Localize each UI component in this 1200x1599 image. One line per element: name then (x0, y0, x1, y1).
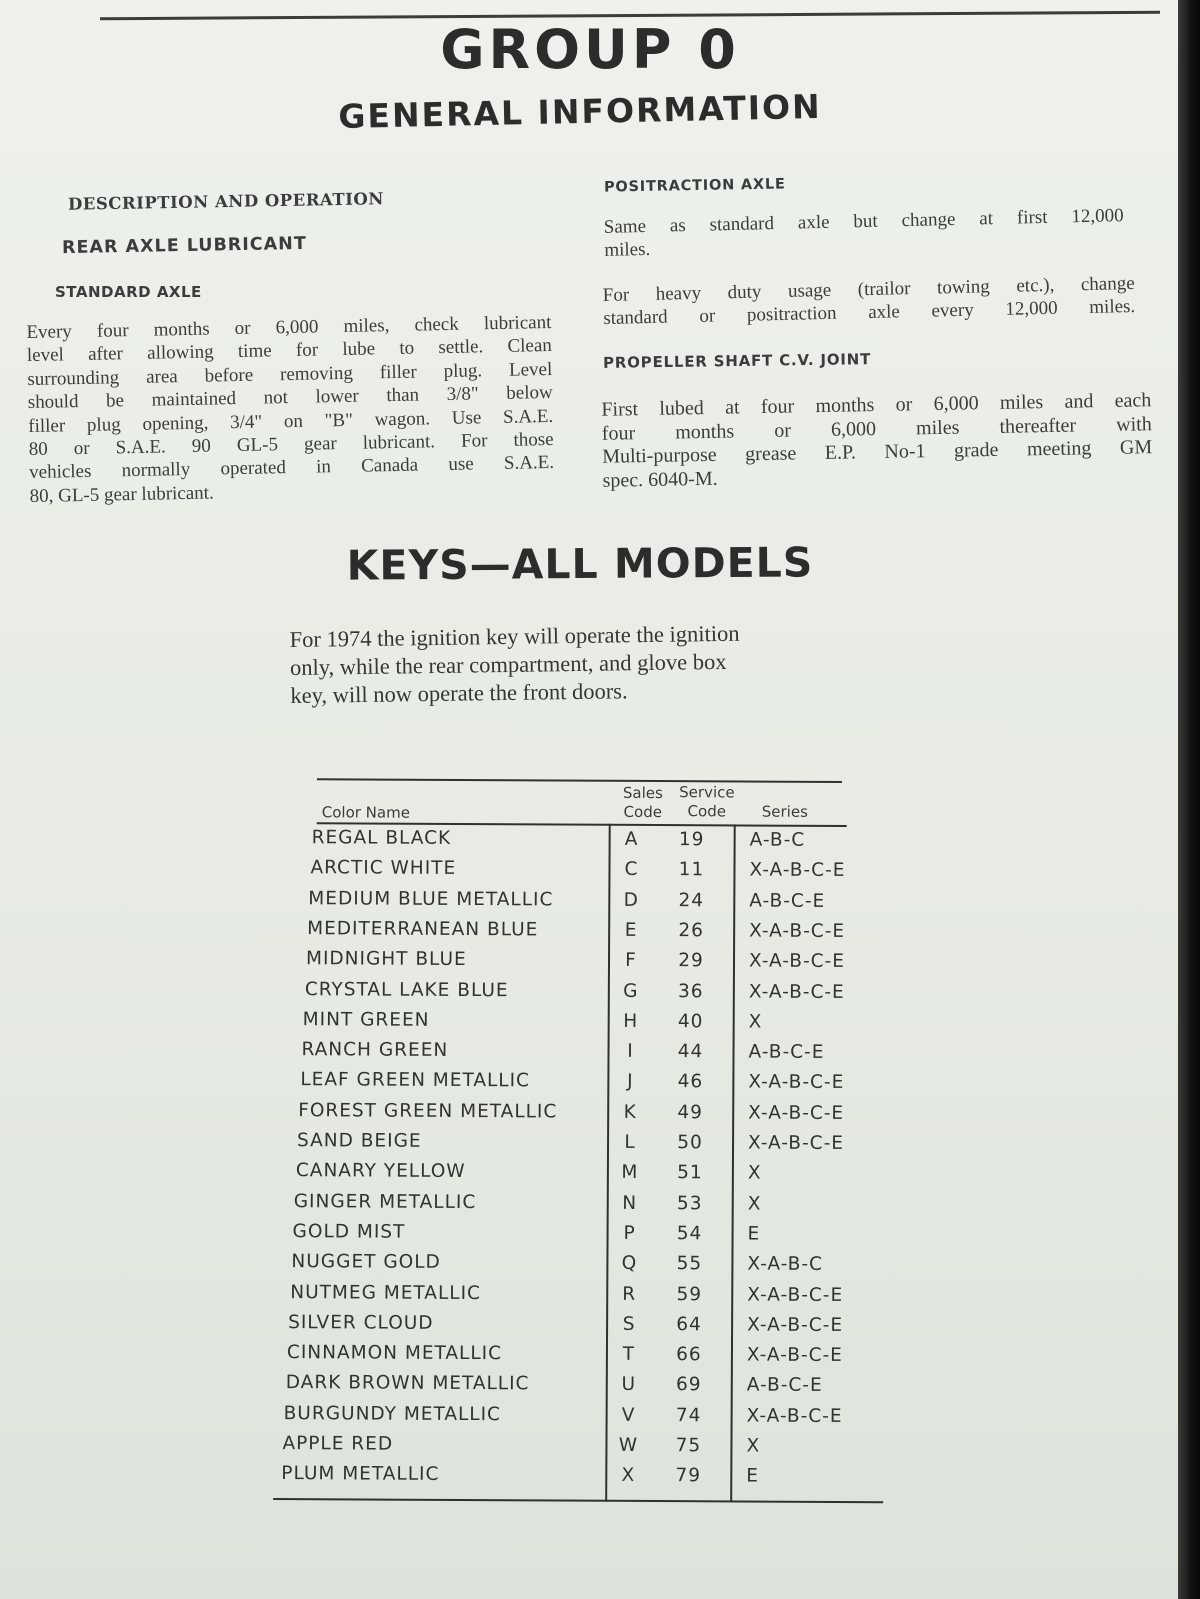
propeller-heading: PROPELLER SHAFT C.V. JOINT (602, 350, 872, 372)
sales-code-cell: X (621, 1465, 636, 1487)
series-cell: X-A-B-C-E (746, 1344, 843, 1367)
text-line: level after allowing time for lube to settle. Clean (26, 335, 553, 367)
service-code-cell: 24 (678, 889, 705, 911)
table-row (260, 1064, 880, 1098)
series-cell: E (746, 1465, 760, 1487)
sales-code-cell: E (624, 919, 638, 941)
color-name-cell: SAND BEIGE (297, 1130, 422, 1152)
table-row (244, 1398, 864, 1432)
color-name-cell: MEDITERRANEAN BLUE (307, 918, 539, 941)
service-code-cell: 11 (678, 859, 705, 881)
sales-code-cell: L (624, 1131, 636, 1153)
service-code-cell: 51 (677, 1162, 703, 1184)
standard-axle-heading: STANDARD AXLE (55, 283, 202, 301)
series-cell: X-A-B-C-E (748, 950, 845, 973)
service-code-cell: 44 (677, 1041, 704, 1063)
table-row (254, 1186, 874, 1220)
table-row (257, 1125, 877, 1159)
color-name-cell: DARK BROWN METALLIC (285, 1372, 530, 1395)
table-row (272, 822, 892, 856)
text-line: filler plug opening, 3/4" on "B" wagon. Use S.A.E. (28, 405, 554, 437)
color-name-cell: BURGUNDY METALLIC (283, 1402, 502, 1425)
table-row (246, 1367, 866, 1401)
text-line: spec. 6040-M. (602, 467, 718, 492)
color-name-cell: GOLD MIST (292, 1221, 406, 1243)
sales-code-cell: P (623, 1222, 636, 1244)
color-name-cell: CANARY YELLOW (295, 1160, 466, 1183)
service-code-cell: 54 (676, 1223, 703, 1245)
positraction-heading: POSITRACTION AXLE (603, 176, 786, 196)
service-code-cell: 19 (678, 829, 705, 851)
color-name-cell: APPLE RED (282, 1433, 394, 1455)
series-cell: X-A-B-C-E (746, 1405, 843, 1427)
service-code-cell: 64 (676, 1313, 702, 1336)
text-line: surrounding area before removing filler plug. Level (27, 358, 553, 390)
table-top-rule (317, 778, 842, 783)
color-name-cell: RANCH GREEN (301, 1039, 449, 1062)
sales-code-cell: R (622, 1283, 637, 1305)
series-cell: X-A-B-C-E (749, 859, 846, 882)
series-cell: X (746, 1435, 761, 1457)
service-code-cell: 55 (676, 1253, 703, 1275)
text-line: should be maintained not lower than 3/8" below (27, 382, 553, 414)
group-title: GROUP 0 (440, 18, 740, 81)
service-code-cell: 79 (675, 1465, 702, 1487)
table-row (267, 913, 887, 947)
table-row (256, 1155, 876, 1189)
text-line: four months or 6,000 miles thereafter with (601, 412, 1152, 445)
table-row (248, 1307, 868, 1341)
series-cell: X-A-B-C-E (747, 1283, 844, 1306)
service-code-cell: 59 (676, 1283, 703, 1305)
sales-code-cell: H (623, 1010, 639, 1032)
color-name-cell: REGAL BLACK (311, 827, 452, 849)
text-line: miles. (604, 239, 651, 262)
sales-code-cell: J (627, 1071, 634, 1093)
service-code-cell: 66 (676, 1344, 702, 1366)
text-line: Same as standard axle but change at first 12,000 (603, 205, 1124, 238)
sales-code-cell: K (623, 1101, 637, 1123)
color-name-cell: SILVER CLOUD (288, 1311, 434, 1334)
service-code-cell: 40 (677, 1010, 704, 1033)
lubricant-heading: REAR AXLE LUBRICANT (61, 233, 307, 259)
table-row (253, 1216, 873, 1250)
color-name-cell: FOREST GREEN METALLIC (298, 1099, 558, 1123)
keys-text (289, 618, 865, 710)
series-cell: A-B-C-E (746, 1374, 823, 1397)
table-row (242, 1428, 862, 1462)
book-binding-edge (1178, 0, 1200, 1599)
sales-code-cell: V (621, 1404, 636, 1426)
text-line: key, will now operate the front doors. (290, 678, 628, 709)
table-row (261, 1034, 881, 1068)
color-name-cell: CINNAMON METALLIC (286, 1342, 503, 1365)
text-line: For 1974 the ignition key will operate the ignition (289, 620, 740, 653)
section-title: GENERAL INFORMATION (337, 86, 823, 137)
header-sales-code: Code (623, 802, 663, 822)
service-code-cell: 46 (677, 1071, 704, 1093)
header-service: Service (679, 783, 735, 802)
series-cell: X-A-B-C-E (748, 1071, 845, 1094)
sales-code-cell: F (625, 950, 637, 972)
series-cell: X-A-B-C (747, 1253, 824, 1276)
propeller-text (601, 389, 1153, 493)
text-line: For heavy duty usage (trailor towing etc.), change (602, 272, 1135, 307)
sales-code-cell: Q (621, 1253, 638, 1275)
header-sales: Sales (622, 783, 663, 803)
series-cell: E (747, 1223, 761, 1245)
text-line: Multi-purpose grease E.P. No-1 grade meeting GM (602, 436, 1153, 468)
table-row (263, 1004, 883, 1038)
table-row (270, 852, 890, 886)
standard-axle-text (26, 311, 554, 508)
series-cell: X-A-B-C-E (749, 920, 846, 942)
paint-color-table (268, 770, 892, 1508)
color-name-cell: ARCTIC WHITE (310, 857, 457, 880)
sales-code-cell: W (618, 1434, 639, 1456)
service-code-cell: 50 (677, 1132, 703, 1154)
color-name-cell: NUTMEG METALLIC (290, 1281, 482, 1304)
service-code-cell: 26 (678, 920, 704, 942)
text-line: vehicles normally operated in Canada use S.A.E. (28, 452, 555, 484)
table-row (247, 1337, 867, 1371)
service-code-cell: 49 (677, 1101, 704, 1123)
series-cell: X-A-B-C-E (747, 1132, 845, 1154)
service-code-cell: 53 (676, 1192, 703, 1214)
table-row (241, 1458, 861, 1492)
table-row (268, 883, 888, 917)
color-name-cell: MINT GREEN (302, 1008, 430, 1031)
sales-code-cell: N (622, 1192, 638, 1214)
series-cell: X-A-B-C-E (748, 980, 845, 1003)
text-line: 80 or S.A.E. 90 GL-5 gear lubricant. For those (28, 428, 554, 461)
series-cell: X (748, 1011, 763, 1033)
header-color-name: Color Name (321, 803, 411, 822)
header-series: Series (761, 802, 808, 821)
color-name-cell: MEDIUM BLUE METALLIC (308, 887, 554, 911)
series-cell: A-B-C-E (748, 1041, 825, 1063)
series-cell: X (747, 1193, 762, 1215)
series-cell: A-B-C-E (749, 890, 826, 912)
sales-code-cell: A (624, 828, 639, 850)
table-row (251, 1246, 871, 1280)
sales-code-cell: G (623, 980, 639, 1002)
sales-code-cell: S (622, 1313, 636, 1335)
series-cell: X-A-B-C-E (747, 1314, 844, 1336)
color-name-cell: PLUM METALLIC (281, 1463, 440, 1486)
sales-code-cell: T (622, 1343, 636, 1366)
color-name-cell: GINGER METALLIC (293, 1190, 477, 1213)
keys-title: KEYS—ALL MODELS (346, 538, 814, 590)
series-cell: X-A-B-C-E (748, 1102, 845, 1124)
table-row (265, 973, 885, 1007)
service-code-cell: 75 (675, 1435, 702, 1457)
table-row (250, 1276, 870, 1310)
service-code-cell: 69 (675, 1374, 702, 1396)
service-code-cell: 29 (678, 950, 704, 972)
text-line: Every four months or 6,000 miles, check lubricant (26, 311, 552, 344)
description-heading: DESCRIPTION AND OPERATION (67, 189, 384, 214)
color-name-cell: NUGGET GOLD (291, 1251, 441, 1274)
sales-code-cell: C (624, 859, 639, 881)
sales-code-cell: U (621, 1374, 637, 1396)
text-line: 80, GL-5 gear lubricant. (29, 482, 214, 507)
text-line: only, while the rear compartment, and glove box (289, 648, 727, 681)
table-bottom-rule (273, 1498, 883, 1503)
sales-code-cell: D (623, 889, 640, 911)
service-code-cell: 74 (675, 1404, 702, 1426)
table-row (258, 1095, 878, 1129)
text-line: First lubed at four months or 6,000 miles and each (601, 389, 1152, 421)
sales-code-cell: I (627, 1040, 634, 1062)
series-cell: X (747, 1162, 762, 1184)
header-service-code: Code (687, 802, 727, 821)
table-row (266, 943, 886, 977)
series-cell: A-B-C (749, 829, 806, 851)
color-name-cell: CRYSTAL LAKE BLUE (304, 978, 509, 1001)
service-code-cell: 36 (678, 980, 704, 1002)
sales-code-cell: M (621, 1162, 639, 1184)
text-line: standard or positraction axle every 12,000 miles. (603, 296, 1136, 330)
color-name-cell: MIDNIGHT BLUE (305, 948, 467, 971)
color-name-cell: LEAF GREEN METALLIC (300, 1069, 531, 1092)
